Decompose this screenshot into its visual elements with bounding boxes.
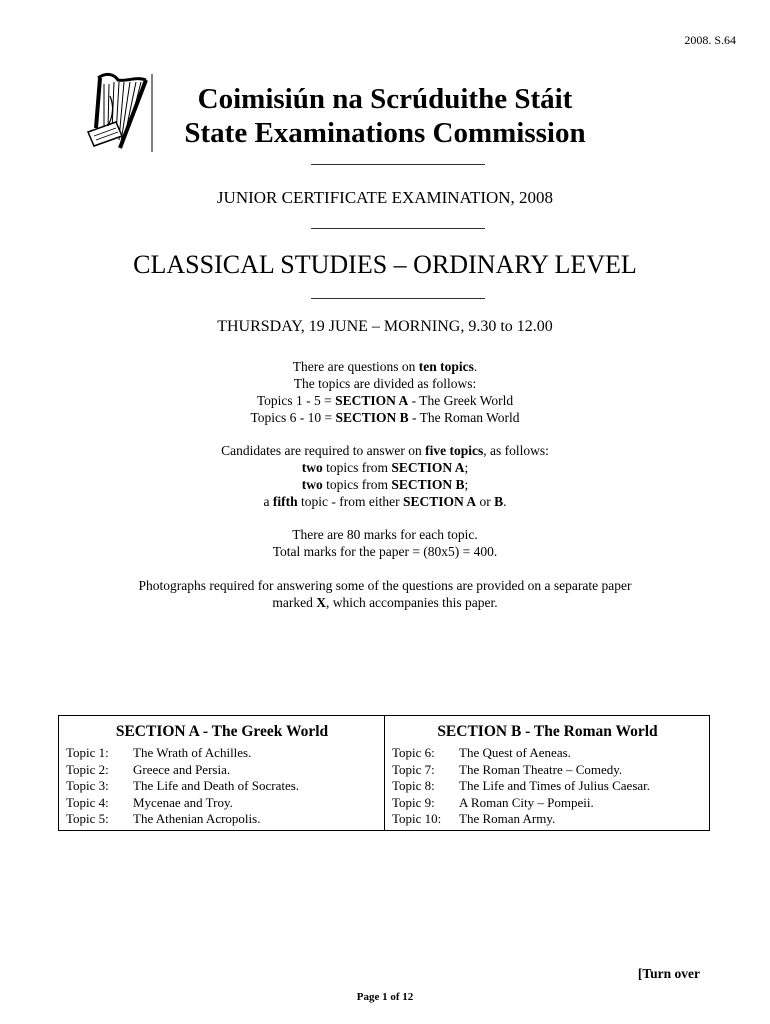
photographs-note — [0, 577, 770, 611]
requirement-line: Candidates are required to answer on five topics, as follows: — [221, 443, 549, 458]
topic-row: Topic 8: The Life and Times of Julius Caesar. — [392, 778, 651, 793]
photographs-line: Photographs required for answering some of the questions are provided on a separate paper — [138, 578, 632, 593]
intro-line: The topics are divided as follows: — [293, 376, 477, 391]
topic-row: Topic 2: Greece and Persia. — [66, 761, 231, 777]
title-irish: Coimisiún na Scrúduithe Stáit — [197, 83, 573, 115]
topic-row: Topic 1: The Wrath of Achilles. — [66, 745, 252, 760]
title-english: State Examinations Commission — [184, 117, 586, 149]
topics-table — [58, 715, 710, 831]
marks-line: There are 80 marks for each topic. — [292, 527, 478, 542]
turn-over-note: [Turn over — [637, 966, 700, 981]
intro-line: Topics 6 - 10 = SECTION B - The Roman World — [250, 410, 520, 425]
section-a-heading: SECTION A - The Greek World — [115, 723, 329, 740]
section-b-heading: SECTION B - The Roman World — [437, 723, 658, 740]
requirement-line: a fifth topic - from either SECTION A or B. — [263, 494, 507, 509]
photographs-line: marked X, which accompanies this paper. — [272, 595, 498, 610]
topic-row: Topic 4: Mycenae and Troy. — [66, 794, 233, 810]
topic-row: Topic 9: A Roman City – Pompeii. — [392, 794, 594, 810]
paper-reference: 2008. S.64 — [684, 33, 736, 47]
intro-line: There are questions on ten topics. — [292, 359, 478, 374]
subject-title: CLASSICAL STUDIES – ORDINARY LEVEL — [133, 250, 637, 279]
divider — [311, 164, 485, 165]
topic-row: Topic 5: The Athenian Acropolis. — [66, 811, 261, 826]
marks-line: Total marks for the paper = (80x5) = 400. — [272, 544, 498, 559]
page-number: Page 1 of 12 — [356, 991, 414, 1003]
topic-row: Topic 7: The Roman Theatre – Comedy. — [392, 761, 623, 777]
divider — [311, 228, 485, 229]
requirement-line: two topics from SECTION A; — [301, 460, 469, 475]
divider — [311, 298, 485, 299]
section-a-column — [59, 716, 384, 830]
intro-block — [0, 358, 770, 426]
topic-row: Topic 10: The Roman Army. — [392, 811, 556, 826]
requirements-block — [0, 442, 770, 510]
requirement-line: two topics from SECTION B; — [301, 477, 469, 492]
section-b-column — [384, 716, 709, 830]
intro-line: Topics 1 - 5 = SECTION A - The Greek World — [256, 393, 514, 408]
topic-row: Topic 6: The Quest of Aeneas. — [392, 745, 571, 760]
exam-session: THURSDAY, 19 JUNE – MORNING, 9.30 to 12.00 — [217, 318, 553, 335]
exam-title: JUNIOR CERTIFICATE EXAMINATION, 2008 — [216, 188, 554, 207]
marks-block — [0, 526, 770, 560]
topic-row: Topic 3: The Life and Death of Socrates. — [66, 778, 300, 793]
